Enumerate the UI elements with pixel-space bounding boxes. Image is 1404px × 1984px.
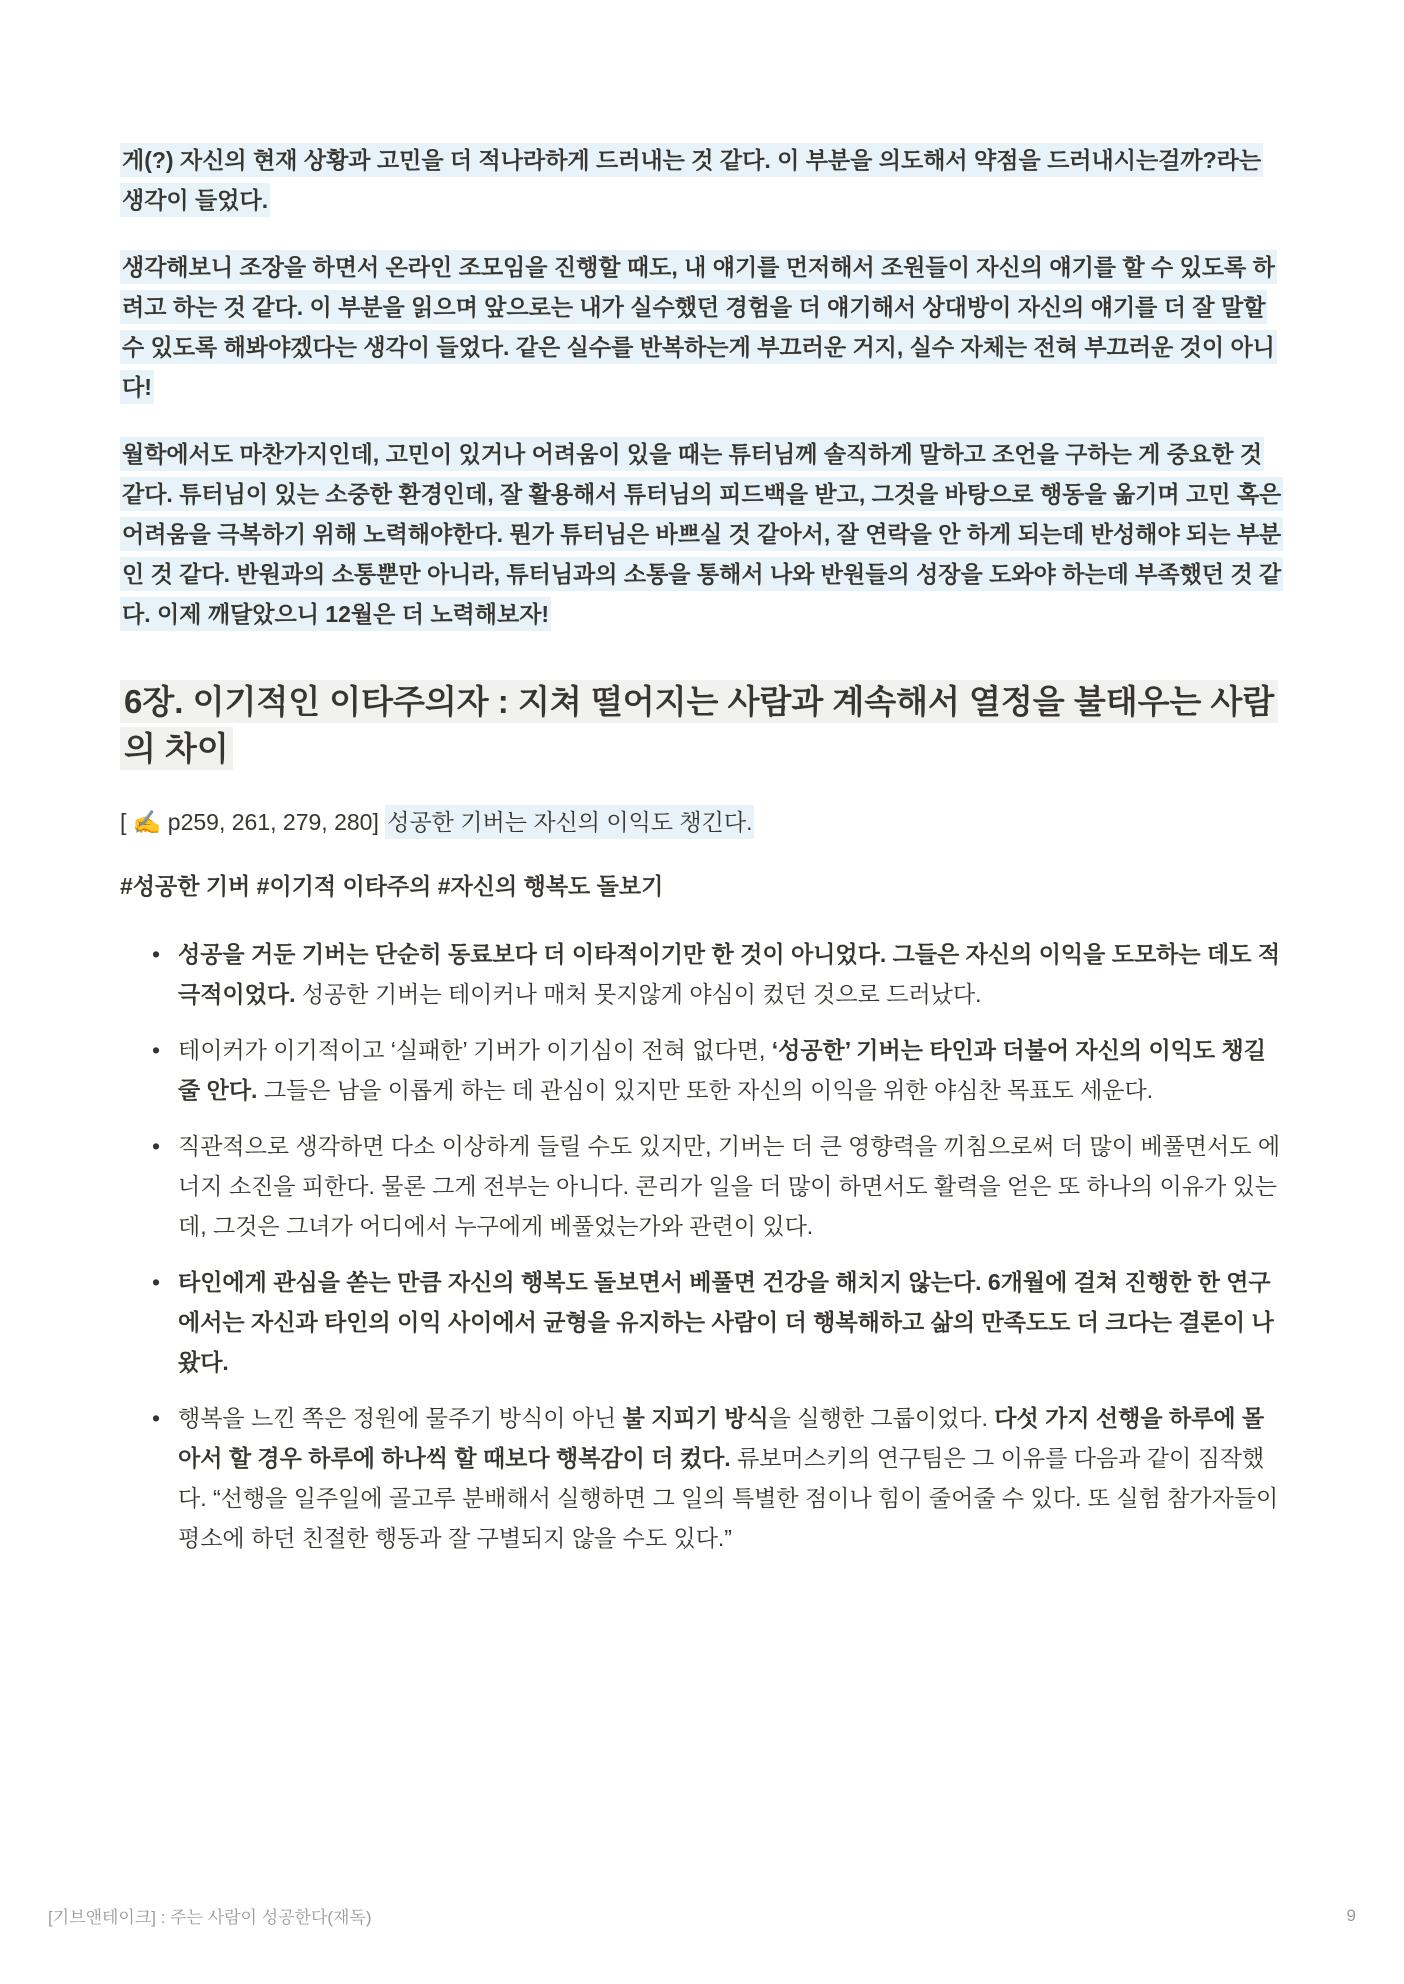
page-reference-line [120,802,1284,842]
list-item [152,1398,1284,1558]
hashtags-line: #성공한 기버 #이기적 이타주의 #자신의 행복도 돌보기 [120,873,664,899]
paragraph-text: 게(?) 자신의 현재 상황과 고민을 더 적나라하게 드러내는 것 같다. 이 부분을 의도해서 약점을 드러내시는걸까?라는 생각이 들었다. [120,143,1263,217]
paragraph-text: 생각해보니 조장을 하면서 온라인 조모임을 진행할 때도, 내 얘기를 먼저해서 조원들이 자신의 얘기를 할 수 있도록 하려고 하는 것 같다. 이 부분을 읽으며 앞으로는 내가 실수했던 경험을 더 얘기해서 상대방이 자신의 얘기를 더 잘 말할 수 있도록 해봐야겠다는 생각이 들었다. 같은 실수를 반복하는게 부끄러운 거지, 실수 자체는 전혀 부끄러운 것이 아니다! [120,250,1277,404]
paragraph-text: 월학에서도 마찬가지인데, 고민이 있거나 어려움이 있을 때는 튜터님께 솔직하게 말하고 조언을 구하는 게 중요한 것 같다. 튜터님이 있는 소중한 환경인데, 잘 활용해서 튜터님의 피드백을 받고, 그것을 바탕으로 행동을 옮기며 고민 혹은 어려움을 극복하기 위해 노력해야한다. 뭔가 튜터님은 바쁘실 것 같아서, 잘 연락을 안 하게 되는데 반성해야 되는 부분인 것 같다. 반원과의 소통뿐만 아니라, 튜터님과의 소통을 통해서 나와 반원들의 성장을 도와야 하는데 부족했던 것 같다. 이제 깨달았으니 12월은 더 노력해보자! [120,437,1283,631]
writing-hand-icon: ✍️ [132,809,162,835]
text-run: 타인에게 관심을 쏟는 만큼 자신의 행복도 돌보면서 베풀면 건강을 해치지 않는다. 6개월에 걸쳐 진행한 한 연구에서는 자신과 타인의 이익 사이에서 균형을 유지하는 사람이 더 행복해하고 삶의 만족도도 더 크다는 결론이 나왔다. [178,1269,1274,1375]
key-sentence: 성공한 기버는 자신의 이익도 챙긴다. [385,805,754,839]
text-run: 다섯 가지 선행을 하루에 몰아서 할 경우 하루에 하나씩 할 때보다 행복감이 더 컸다. [178,1405,1265,1471]
footer-page-number: 9 [1346,1905,1356,1925]
section-heading-text: 6장. 이기적인 이타주의자 : 지쳐 떨어지는 사람과 계속해서 열정을 불태우는 사람의 차이 [120,680,1278,770]
bullet-list [120,934,1284,1558]
bracket-open: [ [120,809,133,835]
list-item [152,1030,1284,1110]
text-run: 테이커가 이기적이고 ‘실패한’ 기버가 이기심이 전혀 없다면, [178,1037,772,1063]
text-run: 성공을 거둔 기버는 단순히 동료보다 더 이타적이기만 한 것이 아니었다. 그들은 자신의 이익을 도모하는 데도 적극적이었다. [178,941,1281,1007]
text-run: 그들은 남을 이롭게 하는 데 관심이 있지만 또한 자신의 이익을 위한 야심찬 목표도 세운다. [257,1077,1154,1103]
footer-document-title: [기브앤테이크] : 주는 사람이 성공한다(재독) [48,1908,372,1927]
highlighted-paragraph [120,247,1284,407]
list-item [152,1126,1284,1246]
highlighted-paragraph [120,140,1284,220]
section-heading [120,678,1284,772]
text-run: 을 실행한 그룹이었다. [768,1405,995,1431]
page-numbers: p259, 261, 279, 280] [161,809,386,835]
text-run: 불 지피기 방식 [622,1405,769,1431]
text-run: 류보머스키의 연구팀은 그 이유를 다음과 같이 짐작했다. “선행을 일주일에 골고루 분배해서 실행하면 그 일의 특별한 점이나 힘이 줄어줄 수 있다. 또 실험 참가자들이 평소에 하던 친절한 행동과 잘 구별되지 않을 수도 있다.” [178,1445,1279,1551]
highlighted-paragraph [120,434,1284,634]
list-item [152,934,1284,1014]
text-run: 직관적으로 생각하면 다소 이상하게 들릴 수도 있지만, 기버는 더 큰 영향력을 끼침으로써 더 많이 베풀면서도 에너지 소진을 피한다. 물론 그게 전부는 아니다. 콘리가 일을 더 많이 하면서도 활력을 얻은 또 하나의 이유가 있는데, 그것은 그녀가 어디에서 누구에게 베풀었는가와 관련이 있다. [178,1133,1281,1239]
text-run: 행복을 느낀 쪽은 정원에 물주기 방식이 아닌 [178,1405,623,1431]
text-run: ‘성공한’ 기버는 타인과 더불어 자신의 이익도 챙길 줄 안다. [178,1037,1266,1103]
page-footer [48,1903,1356,1928]
text-run: 성공한 기버는 테이커나 매처 못지않게 야심이 컸던 것으로 드러났다. [295,981,982,1007]
list-item [152,1262,1284,1382]
